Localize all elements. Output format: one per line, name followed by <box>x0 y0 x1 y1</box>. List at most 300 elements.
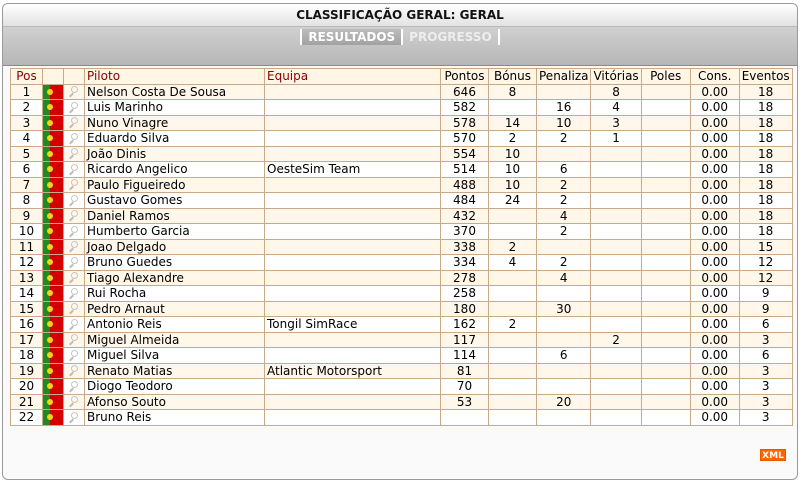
cell-vitorias <box>591 301 641 317</box>
cell-pos: 3 <box>11 115 43 131</box>
cell-poles <box>641 286 690 302</box>
flag-emblem <box>47 383 53 389</box>
cell-piloto[interactable]: Bruno Reis <box>85 410 265 426</box>
cell-eventos: 12 <box>739 255 792 271</box>
cell-vitorias <box>591 348 641 364</box>
cell-pontos: 432 <box>441 208 489 224</box>
flag-emblem <box>47 321 53 327</box>
details-cell[interactable] <box>64 379 85 395</box>
cell-piloto[interactable]: Pedro Arnaut <box>85 301 265 317</box>
magnifier-icon[interactable] <box>67 302 81 316</box>
cell-equipa <box>265 146 441 162</box>
cell-pos: 17 <box>11 332 43 348</box>
cell-poles <box>641 301 690 317</box>
col-header-piloto[interactable]: Piloto <box>85 69 265 85</box>
cell-eventos: 3 <box>739 332 792 348</box>
cell-cons: 0.00 <box>690 270 739 286</box>
cell-pontos: 578 <box>441 115 489 131</box>
cell-bonus <box>489 301 537 317</box>
cell-vitorias <box>591 379 641 395</box>
details-cell[interactable] <box>64 162 85 178</box>
cell-pos: 14 <box>11 286 43 302</box>
cell-cons: 0.00 <box>690 162 739 178</box>
cell-piloto[interactable]: Rui Rocha <box>85 286 265 302</box>
cell-pontos: 258 <box>441 286 489 302</box>
flag-cell <box>43 255 64 271</box>
table-row[interactable] <box>11 208 793 224</box>
cell-penaliza: 2 <box>537 131 591 147</box>
cell-eventos: 9 <box>739 286 792 302</box>
cell-piloto[interactable]: Paulo Figueiredo <box>85 177 265 193</box>
cell-piloto[interactable]: Humberto Garcia <box>85 224 265 240</box>
standings-rows <box>11 84 793 425</box>
cell-pontos: 114 <box>441 348 489 364</box>
flag-emblem <box>47 135 53 141</box>
tab-progresso[interactable]: PROGRESSO <box>403 29 499 45</box>
flag-emblem <box>47 337 53 343</box>
col-header-pos[interactable]: Pos <box>11 69 43 85</box>
cell-poles <box>641 84 690 100</box>
magnifier-icon[interactable] <box>67 411 81 425</box>
flag-emblem <box>47 120 53 126</box>
cell-equipa: Atlantic Motorsport <box>265 363 441 379</box>
cell-pontos: 646 <box>441 84 489 100</box>
cell-piloto[interactable]: Tiago Alexandre <box>85 270 265 286</box>
cell-pos: 2 <box>11 100 43 116</box>
cell-piloto[interactable]: Renato Matias <box>85 363 265 379</box>
cell-pontos: 570 <box>441 131 489 147</box>
cell-pos: 10 <box>11 224 43 240</box>
cell-piloto[interactable]: Joao Delgado <box>85 239 265 255</box>
col-header-pontos[interactable]: Pontos <box>441 69 489 85</box>
page-title: CLASSIFICAÇÃO GERAL: GERAL <box>3 4 797 27</box>
cell-penaliza: 4 <box>537 270 591 286</box>
cell-eventos: 18 <box>739 193 792 209</box>
cell-penaliza: 6 <box>537 162 591 178</box>
tabs <box>3 29 797 45</box>
flag-cell <box>43 379 64 395</box>
cell-piloto[interactable]: Miguel Silva <box>85 348 265 364</box>
table-row[interactable] <box>11 255 793 271</box>
cell-vitorias <box>591 162 641 178</box>
cell-poles <box>641 255 690 271</box>
details-cell[interactable] <box>64 332 85 348</box>
cell-penaliza: 6 <box>537 348 591 364</box>
col-header-vitorias[interactable]: Vitórias <box>591 69 641 85</box>
cell-equipa <box>265 270 441 286</box>
details-cell[interactable] <box>64 270 85 286</box>
flag-emblem <box>47 275 53 281</box>
details-cell[interactable] <box>64 348 85 364</box>
cell-bonus <box>489 208 537 224</box>
cell-pos: 16 <box>11 317 43 333</box>
cell-bonus: 10 <box>489 162 537 178</box>
magnifier-icon[interactable] <box>67 333 81 347</box>
cell-pos: 15 <box>11 301 43 317</box>
cell-vitorias <box>591 224 641 240</box>
cell-piloto[interactable]: Diogo Teodoro <box>85 379 265 395</box>
cell-bonus: 24 <box>489 193 537 209</box>
table-row[interactable] <box>11 394 793 410</box>
cell-bonus: 2 <box>489 239 537 255</box>
cell-pos: 4 <box>11 131 43 147</box>
cell-pos: 18 <box>11 348 43 364</box>
cell-cons: 0.00 <box>690 317 739 333</box>
flag-cell <box>43 224 64 240</box>
cell-pontos: 582 <box>441 100 489 116</box>
cell-pontos: 278 <box>441 270 489 286</box>
cell-vitorias: 3 <box>591 115 641 131</box>
cell-bonus <box>489 410 537 426</box>
table-row[interactable] <box>11 239 793 255</box>
cell-poles <box>641 348 690 364</box>
cell-poles <box>641 193 690 209</box>
cell-pontos: 338 <box>441 239 489 255</box>
table-row[interactable] <box>11 317 793 333</box>
cell-eventos: 18 <box>739 146 792 162</box>
cell-pontos: 81 <box>441 363 489 379</box>
cell-bonus <box>489 332 537 348</box>
cell-pos: 9 <box>11 208 43 224</box>
cell-poles <box>641 162 690 178</box>
flag-emblem <box>47 228 53 234</box>
cell-penaliza: 30 <box>537 301 591 317</box>
magnifier-icon[interactable] <box>67 287 81 301</box>
magnifier-icon[interactable] <box>67 256 81 270</box>
flag-cell <box>43 146 64 162</box>
cell-vitorias: 1 <box>591 131 641 147</box>
cell-equipa <box>265 193 441 209</box>
magnifier-icon[interactable] <box>67 380 81 394</box>
table-row[interactable] <box>11 115 793 131</box>
cell-piloto[interactable]: Afonso Souto <box>85 394 265 410</box>
flag-emblem <box>47 166 53 172</box>
cell-cons: 0.00 <box>690 379 739 395</box>
cell-penaliza <box>537 410 591 426</box>
details-cell[interactable] <box>64 410 85 426</box>
flag-cell <box>43 348 64 364</box>
details-cell[interactable] <box>64 239 85 255</box>
cell-pos: 1 <box>11 84 43 100</box>
col-header-bonus[interactable]: Bónus <box>489 69 537 85</box>
cell-penaliza <box>537 317 591 333</box>
cell-eventos: 18 <box>739 208 792 224</box>
cell-poles <box>641 379 690 395</box>
flag-emblem <box>47 368 53 374</box>
magnifier-icon[interactable] <box>67 85 81 99</box>
details-cell[interactable] <box>64 255 85 271</box>
flag-cell <box>43 301 64 317</box>
cell-piloto[interactable]: Antonio Reis <box>85 317 265 333</box>
cell-cons: 0.00 <box>690 255 739 271</box>
cell-vitorias <box>591 177 641 193</box>
table-row[interactable] <box>11 224 793 240</box>
cell-bonus: 14 <box>489 115 537 131</box>
cell-piloto[interactable]: Nuno Vinagre <box>85 115 265 131</box>
cell-vitorias <box>591 208 641 224</box>
cell-pos: 8 <box>11 193 43 209</box>
flag-cell <box>43 239 64 255</box>
magnifier-icon[interactable] <box>67 194 81 208</box>
table-row[interactable] <box>11 270 793 286</box>
cell-vitorias <box>591 193 641 209</box>
cell-pontos: 484 <box>441 193 489 209</box>
flag-emblem <box>47 151 53 157</box>
table-row[interactable] <box>11 84 793 100</box>
cell-penaliza <box>537 363 591 379</box>
table-row[interactable] <box>11 177 793 193</box>
cell-bonus: 10 <box>489 146 537 162</box>
cell-pontos: 488 <box>441 177 489 193</box>
col-header-poles[interactable]: Poles <box>641 69 690 85</box>
cell-piloto[interactable]: Miguel Almeida <box>85 332 265 348</box>
col-header-equipa[interactable]: Equipa <box>265 69 441 85</box>
details-cell[interactable] <box>64 286 85 302</box>
table-row[interactable] <box>11 301 793 317</box>
cell-bonus <box>489 270 537 286</box>
table-row[interactable] <box>11 410 793 426</box>
cell-eventos: 18 <box>739 224 792 240</box>
cell-cons: 0.00 <box>690 131 739 147</box>
flag-emblem <box>47 352 53 358</box>
flag-cell <box>43 410 64 426</box>
cell-pontos: 334 <box>441 255 489 271</box>
flag-cell <box>43 317 64 333</box>
cell-equipa <box>265 286 441 302</box>
cell-bonus: 2 <box>489 317 537 333</box>
flag-emblem <box>47 213 53 219</box>
table-row[interactable] <box>11 286 793 302</box>
table-row[interactable] <box>11 100 793 116</box>
details-cell[interactable] <box>64 131 85 147</box>
magnifier-icon[interactable] <box>67 364 81 378</box>
cell-bonus: 4 <box>489 255 537 271</box>
flag-emblem <box>47 182 53 188</box>
cell-penaliza: 20 <box>537 394 591 410</box>
flag-cell <box>43 394 64 410</box>
cell-cons: 0.00 <box>690 177 739 193</box>
cell-piloto[interactable]: João Dinis <box>85 146 265 162</box>
cell-cons: 0.00 <box>690 84 739 100</box>
flag-cell <box>43 131 64 147</box>
cell-penaliza <box>537 286 591 302</box>
cell-penaliza: 10 <box>537 115 591 131</box>
flag-emblem <box>47 197 53 203</box>
cell-piloto[interactable]: Gustavo Gomes <box>85 193 265 209</box>
cell-eventos: 18 <box>739 131 792 147</box>
cell-equipa <box>265 239 441 255</box>
cell-piloto[interactable]: Daniel Ramos <box>85 208 265 224</box>
cell-piloto[interactable]: Bruno Guedes <box>85 255 265 271</box>
details-cell[interactable] <box>64 146 85 162</box>
cell-eventos: 6 <box>739 348 792 364</box>
cell-pos: 12 <box>11 255 43 271</box>
cell-pontos: 514 <box>441 162 489 178</box>
table-row[interactable] <box>11 379 793 395</box>
details-cell[interactable] <box>64 100 85 116</box>
cell-cons: 0.00 <box>690 100 739 116</box>
cell-vitorias: 4 <box>591 100 641 116</box>
cell-piloto[interactable]: Nelson Costa De Sousa <box>85 84 265 100</box>
cell-poles <box>641 363 690 379</box>
cell-pontos: 53 <box>441 394 489 410</box>
col-header-cons[interactable]: Cons. <box>690 69 739 85</box>
cell-pontos: 117 <box>441 332 489 348</box>
table-row[interactable] <box>11 363 793 379</box>
cell-poles <box>641 208 690 224</box>
cell-bonus <box>489 363 537 379</box>
cell-pos: 11 <box>11 239 43 255</box>
details-cell[interactable] <box>64 301 85 317</box>
table-row[interactable] <box>11 348 793 364</box>
table-row[interactable] <box>11 131 793 147</box>
flag-emblem <box>47 259 53 265</box>
cell-equipa <box>265 100 441 116</box>
cell-cons: 0.00 <box>690 224 739 240</box>
cell-penaliza <box>537 379 591 395</box>
col-header-details <box>64 69 85 85</box>
details-cell[interactable] <box>64 177 85 193</box>
flag-cell <box>43 270 64 286</box>
details-cell[interactable] <box>64 208 85 224</box>
details-cell[interactable] <box>64 394 85 410</box>
flag-cell <box>43 177 64 193</box>
cell-poles <box>641 100 690 116</box>
magnifier-icon[interactable] <box>67 132 81 146</box>
cell-eventos: 18 <box>739 162 792 178</box>
cell-penaliza <box>537 146 591 162</box>
table-row[interactable] <box>11 146 793 162</box>
flag-emblem <box>47 89 53 95</box>
tab-bar <box>3 27 797 66</box>
cell-penaliza: 2 <box>537 224 591 240</box>
cell-penaliza: 4 <box>537 208 591 224</box>
cell-equipa <box>265 208 441 224</box>
magnifier-icon[interactable] <box>67 163 81 177</box>
cell-cons: 0.00 <box>690 146 739 162</box>
cell-piloto[interactable]: Eduardo Silva <box>85 131 265 147</box>
cell-poles <box>641 317 690 333</box>
cell-penaliza: 2 <box>537 255 591 271</box>
cell-cons: 0.00 <box>690 286 739 302</box>
cell-vitorias <box>591 146 641 162</box>
flag-cell <box>43 84 64 100</box>
details-cell[interactable] <box>64 363 85 379</box>
flag-emblem <box>47 104 53 110</box>
cell-pontos: 554 <box>441 146 489 162</box>
details-cell[interactable] <box>64 317 85 333</box>
cell-bonus <box>489 100 537 116</box>
cell-equipa <box>265 115 441 131</box>
tab-resultados[interactable]: RESULTADOS <box>300 29 403 45</box>
cell-bonus <box>489 286 537 302</box>
cell-piloto[interactable]: Luis Marinho <box>85 100 265 116</box>
cell-eventos: 18 <box>739 177 792 193</box>
magnifier-icon[interactable] <box>67 349 81 363</box>
table-row[interactable] <box>11 193 793 209</box>
cell-piloto[interactable]: Ricardo Angelico <box>85 162 265 178</box>
cell-bonus: 8 <box>489 84 537 100</box>
cell-penaliza: 2 <box>537 193 591 209</box>
cell-equipa <box>265 177 441 193</box>
flag-cell <box>43 363 64 379</box>
cell-eventos: 6 <box>739 317 792 333</box>
magnifier-icon[interactable] <box>67 395 81 409</box>
cell-equipa <box>265 332 441 348</box>
magnifier-icon[interactable] <box>67 225 81 239</box>
cell-cons: 0.00 <box>690 363 739 379</box>
details-cell[interactable] <box>64 193 85 209</box>
cell-equipa <box>265 131 441 147</box>
magnifier-icon[interactable] <box>67 318 81 332</box>
cell-pos: 20 <box>11 379 43 395</box>
cell-eventos: 15 <box>739 239 792 255</box>
cell-pos: 7 <box>11 177 43 193</box>
cell-poles <box>641 410 690 426</box>
flag-cell <box>43 115 64 131</box>
cell-penaliza <box>537 239 591 255</box>
magnifier-icon[interactable] <box>67 147 81 161</box>
flag-cell <box>43 208 64 224</box>
cell-vitorias: 8 <box>591 84 641 100</box>
flag-cell <box>43 162 64 178</box>
cell-poles <box>641 239 690 255</box>
cell-cons: 0.00 <box>690 115 739 131</box>
details-cell[interactable] <box>64 224 85 240</box>
table-header-row <box>11 69 793 85</box>
flag-cell <box>43 286 64 302</box>
cell-bonus <box>489 348 537 364</box>
magnifier-icon[interactable] <box>67 101 81 115</box>
cell-pontos: 162 <box>441 317 489 333</box>
cell-equipa <box>265 224 441 240</box>
cell-pos: 22 <box>11 410 43 426</box>
cell-poles <box>641 394 690 410</box>
magnifier-icon[interactable] <box>67 178 81 192</box>
cell-vitorias <box>591 410 641 426</box>
details-cell[interactable] <box>64 115 85 131</box>
cell-bonus: 2 <box>489 131 537 147</box>
cell-pos: 21 <box>11 394 43 410</box>
magnifier-icon[interactable] <box>67 240 81 254</box>
cell-vitorias <box>591 363 641 379</box>
cell-cons: 0.00 <box>690 394 739 410</box>
table-row[interactable] <box>11 332 793 348</box>
flag-cell <box>43 193 64 209</box>
cell-vitorias <box>591 270 641 286</box>
table-row[interactable] <box>11 162 793 178</box>
cell-bonus <box>489 394 537 410</box>
cell-vitorias <box>591 317 641 333</box>
cell-penaliza: 2 <box>537 177 591 193</box>
xml-export-button[interactable]: XML <box>760 449 786 461</box>
cell-poles <box>641 332 690 348</box>
details-cell[interactable] <box>64 84 85 100</box>
col-header-penaliza[interactable]: Penaliza <box>537 69 591 85</box>
magnifier-icon[interactable] <box>67 271 81 285</box>
cell-pos: 13 <box>11 270 43 286</box>
cell-vitorias <box>591 394 641 410</box>
cell-pontos: 70 <box>441 379 489 395</box>
cell-poles <box>641 224 690 240</box>
col-header-eventos[interactable]: Eventos <box>739 69 792 85</box>
cell-eventos: 9 <box>739 301 792 317</box>
magnifier-icon[interactable] <box>67 116 81 130</box>
magnifier-icon[interactable] <box>67 209 81 223</box>
cell-vitorias <box>591 239 641 255</box>
cell-equipa <box>265 255 441 271</box>
cell-poles <box>641 115 690 131</box>
